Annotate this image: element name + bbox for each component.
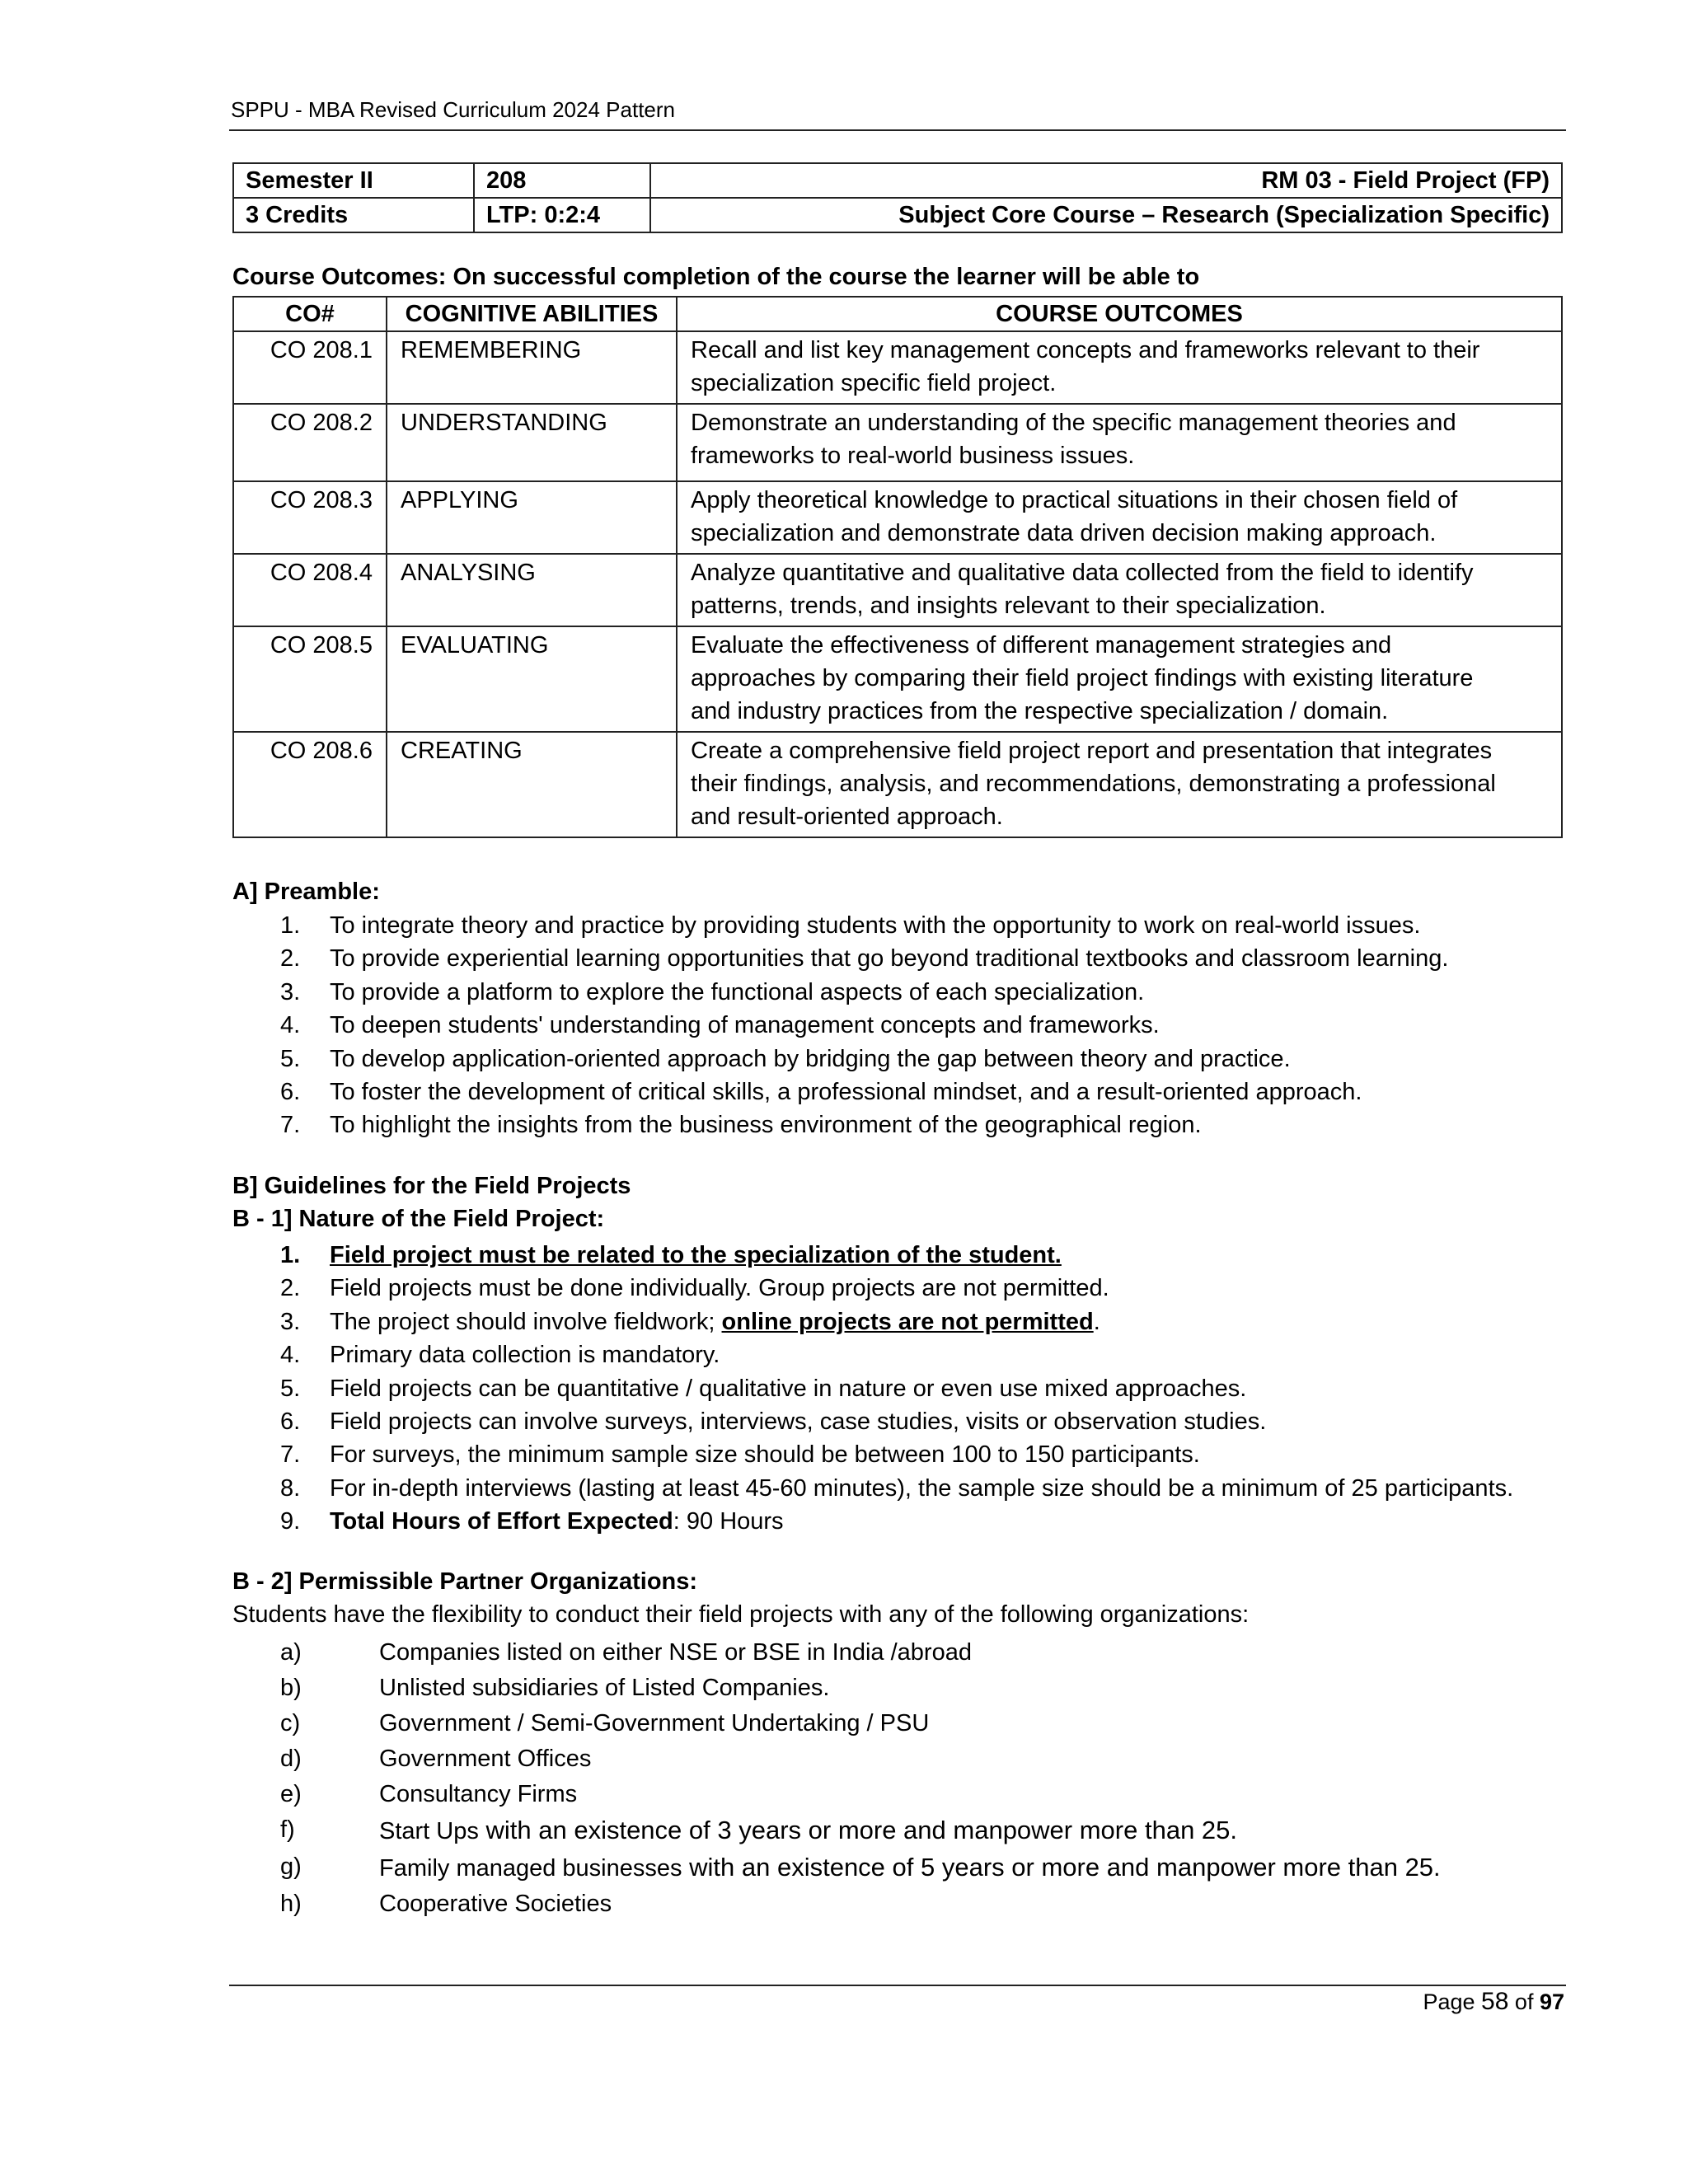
list-item xyxy=(232,1076,1601,1108)
item-text: To provide a platform to explore the functional aspects of each specialization. xyxy=(330,978,1145,1005)
cognitive-ability: CREATING xyxy=(387,732,677,837)
co-number: CO 208.1 xyxy=(233,331,387,404)
table-row xyxy=(233,331,1562,404)
partners-intro: Students have the flexibility to conduct their field projects with any of the following organizations: xyxy=(232,1601,1250,1628)
item-text: To develop application-oriented approach by bridging the gap between theory and practice. xyxy=(330,1045,1291,1072)
item-number: 2. xyxy=(280,945,301,972)
course-code-cell: 208 xyxy=(474,163,650,198)
item-number: 5. xyxy=(280,1045,301,1072)
outcome-line: Apply theoretical knowledge to practical situations in their chosen field of xyxy=(691,487,1458,513)
table-row xyxy=(233,481,1562,554)
item-number: 6. xyxy=(280,1408,301,1436)
outcome-line: Analyze quantitative and qualitative data collected from the field to identify xyxy=(691,560,1474,586)
item-text: Field projects can involve surveys, interviews, case studies, visits or observation studies. xyxy=(330,1408,1267,1436)
item-text: Field projects must be done individually. Group projects are not permitted. xyxy=(330,1275,1109,1302)
item-text-extra: with an existence of 3 years or more and manpower more than 25. xyxy=(478,1816,1238,1844)
item-text-extra: with an existence of 5 years or more and manpower more than 25. xyxy=(682,1853,1441,1882)
nature-list xyxy=(232,1239,1601,1539)
co-number: CO 208.4 xyxy=(233,554,387,626)
item-text: Field projects can be quantitative / qualitative in nature or even use mixed approaches. xyxy=(330,1375,1247,1402)
course-outcome xyxy=(677,404,1562,481)
course-outcome xyxy=(677,732,1562,837)
item-text: Start Ups xyxy=(379,1818,479,1844)
footer-divider xyxy=(229,1985,1566,1986)
list-item xyxy=(232,976,1601,1009)
list-item xyxy=(232,1405,1601,1438)
semester-cell: Semester II xyxy=(233,163,474,198)
item-text: For surveys, the minimum sample size should be between 100 to 150 participants. xyxy=(330,1441,1200,1469)
list-item xyxy=(232,1505,1601,1538)
of-label: of xyxy=(1508,1990,1540,2014)
column-header: COURSE OUTCOMES xyxy=(677,297,1562,331)
co-number: CO 208.2 xyxy=(233,404,387,481)
table-row xyxy=(233,554,1562,626)
item-number: 3. xyxy=(280,1308,301,1335)
course-outcome xyxy=(677,481,1562,554)
list-item xyxy=(232,1886,1551,1922)
item-text: Government Offices xyxy=(379,1746,592,1772)
item-letter: h) xyxy=(280,1891,302,1917)
outcome-line: Recall and list key management concepts and frameworks relevant to their xyxy=(691,337,1480,363)
item-text: To highlight the insights from the business environment of the geographical region. xyxy=(330,1112,1202,1139)
outcome-line: frameworks to real-world business issues. xyxy=(691,443,1135,469)
guidelines-title: B] Guidelines for the Field Projects xyxy=(232,1173,631,1199)
item-number: 4. xyxy=(280,1342,301,1369)
item-text: Primary data collection is mandatory. xyxy=(330,1342,720,1369)
item-text: To provide experiential learning opportunities that go beyond traditional textbooks and classroom learning. xyxy=(330,945,1449,972)
item-number: 2. xyxy=(280,1275,301,1302)
table-row xyxy=(233,404,1562,481)
course-outcomes-table xyxy=(232,296,1563,838)
preamble-title: A] Preamble: xyxy=(232,879,380,905)
list-item xyxy=(232,1438,1601,1471)
list-item xyxy=(232,1706,1551,1741)
co-number: CO 208.5 xyxy=(233,626,387,732)
list-item xyxy=(232,1777,1551,1812)
item-number: 1. xyxy=(280,912,301,939)
running-header: SPPU - MBA Revised Curriculum 2024 Pattern xyxy=(231,97,675,122)
course-outcome xyxy=(677,626,1562,732)
item-text: Government / Semi-Government Undertaking / PSU xyxy=(379,1710,930,1736)
item-letter: c) xyxy=(280,1710,301,1736)
item-text: To foster the development of critical skills, a professional mindset, and a result-oriented approach. xyxy=(330,1079,1362,1106)
list-item xyxy=(232,1812,1551,1849)
item-number: 8. xyxy=(280,1474,301,1502)
item-text: Consultancy Firms xyxy=(379,1781,578,1807)
item-label: Total Hours of Effort Expected xyxy=(330,1508,673,1535)
item-number: 9. xyxy=(280,1508,301,1535)
credits-cell: 3 Credits xyxy=(233,198,474,232)
item-text: Family managed businesses xyxy=(379,1855,682,1882)
list-item xyxy=(232,1338,1601,1371)
course-outcomes-heading: Course Outcomes: On successful completion of the course the learner will be able to xyxy=(232,264,1200,290)
column-header: CO# xyxy=(233,297,387,331)
item-text-end: . xyxy=(1093,1308,1100,1335)
item-number: 3. xyxy=(280,978,301,1005)
table-row xyxy=(233,732,1562,837)
course-outcome xyxy=(677,554,1562,626)
item-letter: a) xyxy=(280,1639,302,1666)
preamble-list xyxy=(232,909,1601,1142)
ltp-cell: LTP: 0:2:4 xyxy=(474,198,650,232)
outcome-line: their findings, analysis, and recommendations, demonstrating a professional xyxy=(691,771,1496,797)
course-info-row xyxy=(233,163,1562,198)
list-item xyxy=(232,1472,1601,1505)
outcome-line: Demonstrate an understanding of the specific management theories and xyxy=(691,410,1456,436)
table-row xyxy=(233,626,1562,732)
outcome-line: patterns, trends, and insights relevant to their specialization. xyxy=(691,593,1326,619)
course-outcome xyxy=(677,331,1562,404)
list-item xyxy=(232,1043,1601,1076)
item-number: 6. xyxy=(280,1079,301,1106)
total-pages: 97 xyxy=(1539,1990,1564,2014)
cognitive-ability: APPLYING xyxy=(387,481,677,554)
item-text: To deepen students' understanding of management concepts and frameworks. xyxy=(330,1012,1160,1039)
course-title-cell: RM 03 - Field Project (FP) xyxy=(650,163,1562,198)
list-item xyxy=(232,1635,1551,1671)
item-letter: d) xyxy=(280,1746,302,1772)
item-text: Field project must be related to the specialization of the student. xyxy=(330,1242,1062,1268)
list-item xyxy=(232,1741,1551,1777)
item-number: 7. xyxy=(280,1112,301,1139)
item-text: Cooperative Societies xyxy=(379,1891,612,1917)
item-text: To integrate theory and practice by providing students with the opportunity to work on real-world issues. xyxy=(330,912,1421,939)
outcome-line: Evaluate the effectiveness of different management strategies and xyxy=(691,632,1392,658)
outcome-line: specialization and demonstrate data driven decision making approach. xyxy=(691,520,1437,546)
cognitive-ability: ANALYSING xyxy=(387,554,677,626)
table-header-row xyxy=(233,297,1562,331)
cognitive-ability: UNDERSTANDING xyxy=(387,404,677,481)
page-number xyxy=(1423,1988,1564,2016)
outcome-line: and industry practices from the respective specialization / domain. xyxy=(691,698,1389,724)
item-letter: g) xyxy=(280,1854,302,1880)
list-item xyxy=(232,1009,1601,1042)
list-item xyxy=(232,1272,1601,1305)
course-info-row xyxy=(233,198,1562,232)
nature-subtitle: B - 1] Nature of the Field Project: xyxy=(232,1206,605,1232)
item-number: 1. xyxy=(280,1242,301,1268)
list-item xyxy=(232,1372,1601,1405)
outcome-line: specialization specific field project. xyxy=(691,370,1057,396)
list-item xyxy=(232,1239,1601,1272)
cognitive-ability: EVALUATING xyxy=(387,626,677,732)
partners-subtitle: B - 2] Permissible Partner Organizations: xyxy=(232,1568,698,1595)
item-text: Unlisted subsidiaries of Listed Companies. xyxy=(379,1675,830,1701)
page-label: Page xyxy=(1423,1990,1482,2014)
item-emphasis: online projects are not permitted xyxy=(721,1308,1094,1335)
cognitive-ability: REMEMBERING xyxy=(387,331,677,404)
header-divider xyxy=(229,129,1566,131)
list-item xyxy=(232,1849,1551,1886)
column-header: COGNITIVE ABILITIES xyxy=(387,297,677,331)
item-number: 4. xyxy=(280,1012,301,1039)
item-text: For in-depth interviews (lasting at least 45-60 minutes), the sample size should be a minimum of 25 participants. xyxy=(330,1474,1514,1502)
item-number: 7. xyxy=(280,1441,301,1469)
item-value: : 90 Hours xyxy=(673,1508,784,1535)
item-text: Companies listed on either NSE or BSE in India /abroad xyxy=(379,1639,972,1666)
item-number: 5. xyxy=(280,1375,301,1402)
list-item xyxy=(232,1671,1551,1706)
outcome-line: Create a comprehensive field project report and presentation that integrates xyxy=(691,738,1493,764)
list-item xyxy=(232,1305,1601,1338)
course-info-table xyxy=(232,162,1563,233)
co-number: CO 208.3 xyxy=(233,481,387,554)
outcome-line: approaches by comparing their field project findings with existing literature xyxy=(691,665,1474,691)
item-letter: e) xyxy=(280,1781,302,1807)
list-item xyxy=(232,942,1601,975)
course-category-cell: Subject Core Course – Research (Specialization Specific) xyxy=(650,198,1562,232)
item-letter: f) xyxy=(280,1816,295,1843)
co-number: CO 208.6 xyxy=(233,732,387,837)
current-page: 58 xyxy=(1481,1988,1509,2015)
list-item xyxy=(232,909,1601,942)
list-item xyxy=(232,1108,1601,1141)
item-text: The project should involve fieldwork; xyxy=(330,1308,722,1335)
partners-list xyxy=(232,1635,1551,1922)
outcome-line: and result-oriented approach. xyxy=(691,804,1003,830)
item-letter: b) xyxy=(280,1675,302,1701)
